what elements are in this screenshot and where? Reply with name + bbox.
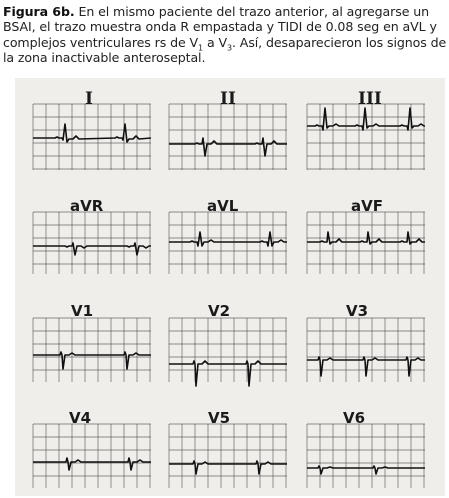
lead-label-v5: V5	[208, 409, 231, 427]
figure-caption	[3, 4, 449, 65]
lead-label-i: I	[85, 89, 93, 109]
ecg-grid-v1	[33, 318, 151, 382]
ecg-trace-ii	[169, 138, 287, 156]
caption-sub-2: 3	[227, 43, 232, 53]
caption-text-3: . Así, desaparecieron los signos de la zona inactivable anteroseptal.	[3, 34, 447, 65]
lead-label-v4: V4	[69, 409, 92, 427]
lead-label-v2: V2	[208, 302, 231, 320]
ecg-trace-v6	[307, 466, 425, 474]
caption-label: Figura 6b.	[3, 4, 75, 19]
caption-sub-1: 1	[198, 43, 204, 53]
ecg-trace-v4	[33, 458, 151, 470]
lead-label-avl: aVL	[207, 197, 239, 215]
ecg-grid-avr	[33, 212, 151, 274]
ecg-trace-avr	[33, 243, 151, 255]
ecg-grid-i	[33, 104, 151, 170]
ecg-trace-avl	[169, 232, 287, 246]
lead-label-v6: V6	[343, 409, 366, 427]
lead-label-v3: V3	[346, 302, 369, 320]
ecg-grid-avl	[169, 212, 287, 274]
lead-label-avf: aVF	[351, 197, 383, 215]
lead-label-avr: aVR	[70, 197, 104, 215]
ecg-traces	[15, 78, 445, 496]
ecg-trace-v1	[33, 352, 151, 369]
ecg-trace-v2	[169, 361, 287, 386]
ecg-grid-v5	[169, 424, 287, 488]
ecg-grid-v2	[169, 318, 287, 382]
lead-label-ii: II	[220, 89, 236, 109]
ecg-grid-v4	[33, 424, 151, 488]
ecg-trace-v3	[307, 357, 425, 376]
ecg-grid-v6	[307, 424, 425, 488]
lead-label-iii: III	[358, 89, 382, 109]
ecg-grid-ii	[169, 104, 287, 170]
ecg-trace-i	[33, 124, 151, 142]
ecg-figure	[15, 78, 445, 496]
ecg-grid-avf	[307, 212, 425, 274]
lead-label-v1: V1	[71, 302, 94, 320]
caption-text-2: a V	[203, 34, 227, 50]
ecg-trace-iii	[307, 108, 425, 130]
caption-text-1: En el mismo paciente del trazo anterior, al agregarse un BSAI, el trazo muestra onda R empastada y TIDI de 0.08 seg en aVL y complejos ventriculares rs de V	[3, 4, 437, 50]
